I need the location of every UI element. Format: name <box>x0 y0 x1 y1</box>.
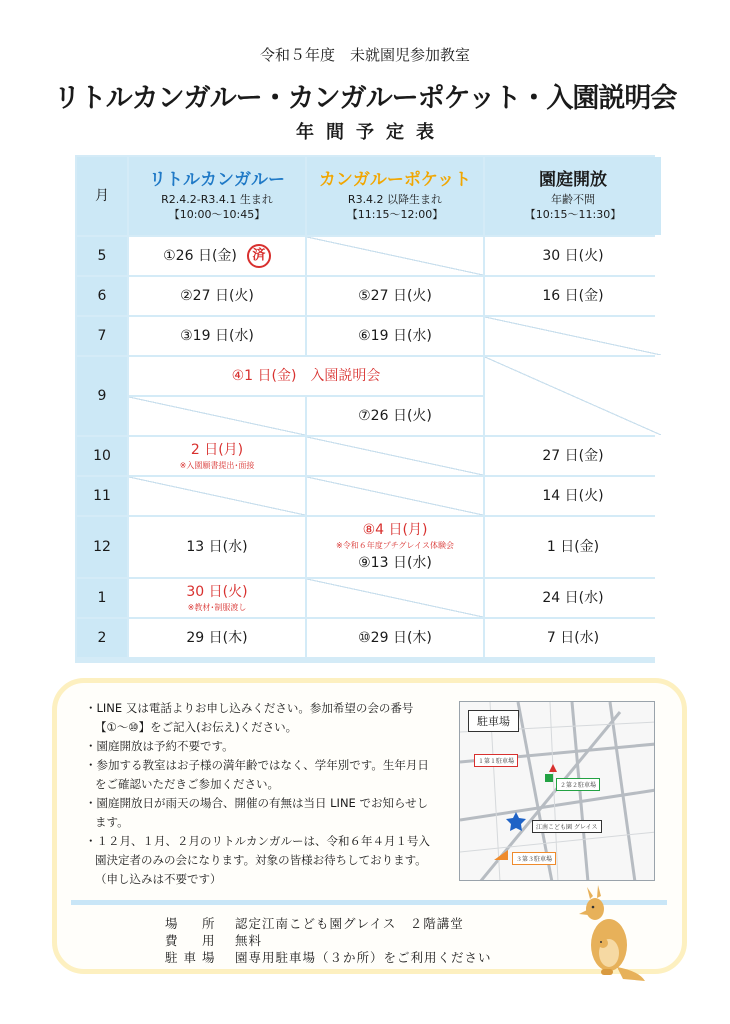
header-kangaroo-pocket-birth: R3.4.2 以降生まれ <box>347 193 443 207</box>
parking-lot-3-label: ３第３駐車場 <box>512 852 556 865</box>
empty-cell <box>485 357 661 435</box>
venue-parking-row <box>165 949 492 966</box>
cell-oct-little <box>129 437 305 475</box>
date-text: 1 日(金) <box>546 538 600 555</box>
header-little-kangaroo-name: リトルカンガルー <box>149 170 285 190</box>
month-label: 5 <box>97 247 107 264</box>
note-item: ・園庭開放は予約不要です。 <box>85 739 234 753</box>
venue-parking-label: 駐車場 <box>165 950 221 965</box>
cell-july-little <box>129 317 305 355</box>
header-month <box>77 157 127 235</box>
date-text: ⑩29 日(木) <box>358 629 432 646</box>
done-badge: 済 <box>247 244 271 268</box>
cell-feb-little <box>129 619 305 657</box>
date-text: ⑤27 日(火) <box>358 287 432 304</box>
month-label: 10 <box>93 447 111 464</box>
month-cell <box>77 357 127 435</box>
empty-cell <box>129 397 305 435</box>
school-label: 江南こども園 グレイス <box>532 820 602 833</box>
kangaroo-illustration <box>557 883 647 983</box>
month-cell <box>77 579 127 617</box>
date-text: ①26 日(金) <box>163 247 237 264</box>
schedule-heading: 年間予定表 <box>296 122 446 143</box>
note-item: ・園庭開放日が雨天の場合、開催の有無は当日 LINE でお知らせします。 <box>85 796 429 829</box>
month-label: 12 <box>93 538 111 555</box>
header-little-kangaroo-time: 【10:00～10:45】 <box>168 207 266 221</box>
date-text: 29 日(木) <box>186 629 248 646</box>
date-text: 13 日(水) <box>186 538 248 555</box>
cell-july-pocket <box>307 317 483 355</box>
cell-feb-pocket <box>307 619 483 657</box>
venue-info <box>165 915 492 966</box>
month-cell <box>77 437 127 475</box>
date-text: 24 日(水) <box>542 589 604 606</box>
page-subtitle: 令和５年度 未就園児参加教室 <box>259 46 470 64</box>
cell-feb-garden <box>485 619 661 657</box>
date-note: ※教材･制服渡し <box>187 602 247 612</box>
cell-may-garden <box>485 237 661 275</box>
month-cell <box>77 317 127 355</box>
empty-cell <box>307 579 483 617</box>
note-item: ・参加する教室はお子様の満年齢ではなく、学年別です。生年月日をご確認いただきご参加ください。 <box>85 758 429 791</box>
header-little-kangaroo-birth: R2.4.2-R3.4.1 生まれ <box>161 193 273 207</box>
header-month-label: 月 <box>95 187 109 204</box>
schedule-table <box>75 155 655 663</box>
cell-jan-garden <box>485 579 661 617</box>
date-text: 30 日(火) <box>542 247 604 264</box>
date-text: 30 日(火) <box>186 583 248 600</box>
event-text: ④1 日(金) 入園説明会 <box>231 367 381 384</box>
date-text: 16 日(金) <box>542 287 604 304</box>
month-label: 7 <box>97 327 107 344</box>
date-text: 14 日(火) <box>542 487 604 504</box>
note-item: ・１２月、１月、２月のリトルカンガルーは、令和６年４月１号入園決定者のみの会になります。対象の皆様お待ちしております。（申し込みは不要です） <box>85 834 430 886</box>
cell-sept-briefing <box>129 357 483 395</box>
cell-june-pocket <box>307 277 483 315</box>
cell-jan-little <box>129 579 305 617</box>
date-text: ⑨13 日(水) <box>358 554 432 571</box>
date-note: ※令和６年度プチグレイス体験会 <box>336 541 454 551</box>
venue-place-value: 認定江南こども園グレイス ２階講堂 <box>235 916 464 931</box>
cell-may-little <box>129 237 305 275</box>
month-label: 9 <box>97 387 107 404</box>
date-text: 27 日(金) <box>542 447 604 464</box>
month-cell <box>77 517 127 577</box>
month-cell <box>77 477 127 515</box>
venue-place-row <box>165 915 492 932</box>
date-text: 7 日(水) <box>546 629 600 646</box>
month-cell <box>77 619 127 657</box>
venue-parking-value: 園専用駐車場（３か所）をご利用ください <box>235 950 492 965</box>
header-garden-open-name: 園庭開放 <box>539 170 607 190</box>
cell-nov-garden <box>485 477 661 515</box>
header-garden-open <box>485 157 661 235</box>
empty-cell <box>485 317 661 355</box>
note-item: ・LINE 又は電話よりお申し込みください。参加希望の会の番号【①～⑩】をご記入(お伝え)ください。 <box>85 701 414 734</box>
empty-cell <box>307 437 483 475</box>
header-kangaroo-pocket-time: 【11:15～12:00】 <box>346 207 444 221</box>
venue-fee-row <box>165 932 492 949</box>
empty-cell <box>129 477 305 515</box>
month-label: 11 <box>93 487 111 504</box>
map-title: 駐車場 <box>468 710 519 732</box>
cell-dec-pocket <box>307 517 483 577</box>
header-garden-open-age: 年齢不問 <box>551 193 595 207</box>
parking-lot-1-label: １第１駐車場 <box>474 754 518 767</box>
month-label: 1 <box>97 589 107 606</box>
notes-list <box>85 699 435 889</box>
page-title: リトルカンガルー・カンガルーポケット・入園説明会 <box>53 83 677 114</box>
date-text: ②27 日(火) <box>180 287 254 304</box>
empty-cell <box>307 477 483 515</box>
header-little-kangaroo <box>129 157 305 235</box>
header-kangaroo-pocket-name: カンガルーポケット <box>318 170 472 190</box>
date-text: ⑦26 日(火) <box>358 407 432 424</box>
date-text: ③19 日(水) <box>180 327 254 344</box>
month-label: 2 <box>97 629 107 646</box>
month-cell <box>77 277 127 315</box>
cell-june-garden <box>485 277 661 315</box>
cell-oct-garden <box>485 437 661 475</box>
date-text: ⑥19 日(水) <box>358 327 432 344</box>
cell-dec-garden <box>485 517 661 577</box>
parking-lot-2-label: ２第２駐車場 <box>556 778 600 791</box>
date-text: 2 日(月) <box>190 441 244 458</box>
month-cell <box>77 237 127 275</box>
month-label: 6 <box>97 287 107 304</box>
empty-cell <box>307 237 483 275</box>
info-panel <box>52 678 687 974</box>
header-kangaroo-pocket <box>307 157 483 235</box>
date-note: ※入園願書提出･面接 <box>179 460 255 470</box>
venue-fee-label: 費 用 <box>165 933 221 948</box>
venue-fee-value: 無料 <box>235 933 263 948</box>
parking-map <box>459 701 655 881</box>
date-text: ⑧4 日(月) <box>362 522 428 539</box>
cell-sept-pocket <box>307 397 483 435</box>
cell-june-little <box>129 277 305 315</box>
venue-place-label: 場 所 <box>165 916 221 931</box>
cell-dec-little <box>129 517 305 577</box>
header-garden-open-time: 【10:15～11:30】 <box>524 207 622 221</box>
